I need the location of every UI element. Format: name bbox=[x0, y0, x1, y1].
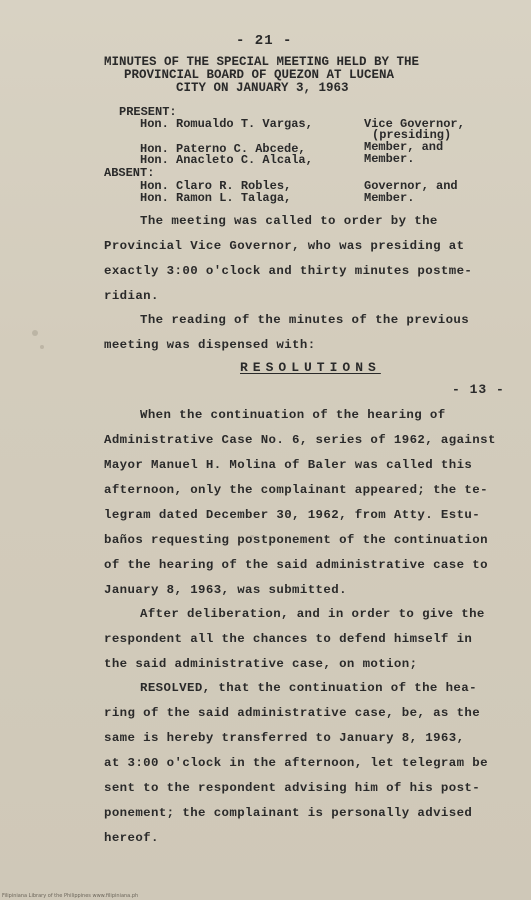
resolutions-heading: RESOLUTIONS bbox=[240, 360, 381, 375]
present-name-3: Hon. Anacleto C. Alcala, bbox=[140, 153, 313, 167]
page-number: - 21 - bbox=[236, 33, 293, 49]
title-line-1: MINUTES OF THE SPECIAL MEETING HELD BY THE bbox=[104, 55, 420, 69]
paragraph-2-line: The reading of the minutes of the previous bbox=[140, 313, 470, 327]
present-role-2: Member, and bbox=[364, 140, 444, 154]
resolution-number: - 13 - bbox=[452, 382, 505, 397]
paragraph-3-line: of the hearing of the said administrative case to bbox=[104, 558, 488, 572]
paragraph-5-line: sent to the respondent advising him of his post- bbox=[104, 781, 481, 795]
paragraph-5-line: ponement; the complainant is personally advised bbox=[104, 806, 473, 820]
present-role-1b: (presiding) bbox=[372, 128, 452, 142]
paragraph-3-line: January 8, 1963, was submitted. bbox=[104, 583, 347, 597]
paragraph-5-line: hereof. bbox=[104, 831, 159, 845]
paper-speck bbox=[32, 330, 38, 336]
paragraph-1-line: The meeting was called to order by the bbox=[140, 214, 438, 228]
paragraph-3-line: afternoon, only the complainant appeared; the te- bbox=[104, 483, 488, 497]
paragraph-1-line: Provincial Vice Governor, who was presiding at bbox=[104, 239, 465, 253]
paragraph-1-line: exactly 3:00 o'clock and thirty minutes postme- bbox=[104, 264, 473, 278]
paragraph-5-line: at 3:00 o'clock in the afternoon, let telegram be bbox=[104, 756, 488, 770]
present-label: PRESENT: bbox=[119, 105, 177, 119]
paper-speck bbox=[40, 345, 44, 349]
paragraph-4-line: respondent all the chances to defend himself in bbox=[104, 632, 473, 646]
absent-role-1: Governor, and bbox=[364, 179, 458, 193]
paragraph-3-line: Mayor Manuel H. Molina of Baler was called this bbox=[104, 458, 473, 472]
absent-name-1: Hon. Claro R. Robles, bbox=[140, 179, 292, 193]
paragraph-3-line: When the continuation of the hearing of bbox=[140, 408, 446, 422]
paragraph-3-line: legram dated December 30, 1962, from Atty. Estu- bbox=[104, 508, 481, 522]
paragraph-3-line: Administrative Case No. 6, series of 1962, against bbox=[104, 433, 496, 447]
title-line-2: PROVINCIAL BOARD OF QUEZON AT LUCENA bbox=[124, 68, 395, 82]
present-name-1: Hon. Romualdo T. Vargas, bbox=[140, 117, 313, 131]
paragraph-4-line: the said administrative case, on motion; bbox=[104, 657, 418, 671]
title-line-3: CITY ON JANUARY 3, 1963 bbox=[176, 81, 349, 95]
paragraph-5-line: same is hereby transferred to January 8, 1963, bbox=[104, 731, 465, 745]
paragraph-4-line: After deliberation, and in order to give the bbox=[140, 607, 485, 621]
absent-label: ABSENT: bbox=[104, 166, 155, 180]
absent-role-2: Member. bbox=[364, 191, 415, 205]
archive-footer: Filipiniana Library of the Philippines www.filipiniana.ph bbox=[2, 893, 139, 899]
present-role-1a: Vice Governor, bbox=[364, 117, 465, 131]
absent-name-2: Hon. Ramon L. Talaga, bbox=[140, 191, 292, 205]
paragraph-2-line: meeting was dispensed with: bbox=[104, 338, 316, 352]
paragraph-5-line: ring of the said administrative case, be, as the bbox=[104, 706, 481, 720]
paragraph-3-line: baños requesting postponement of the continuation bbox=[104, 533, 488, 547]
present-name-2: Hon. Paterno C. Abcede, bbox=[140, 142, 306, 156]
paragraph-1-line: ridian. bbox=[104, 289, 159, 303]
paragraph-5-line: RESOLVED, that the continuation of the hea- bbox=[140, 681, 477, 695]
present-role-3: Member. bbox=[364, 152, 415, 166]
